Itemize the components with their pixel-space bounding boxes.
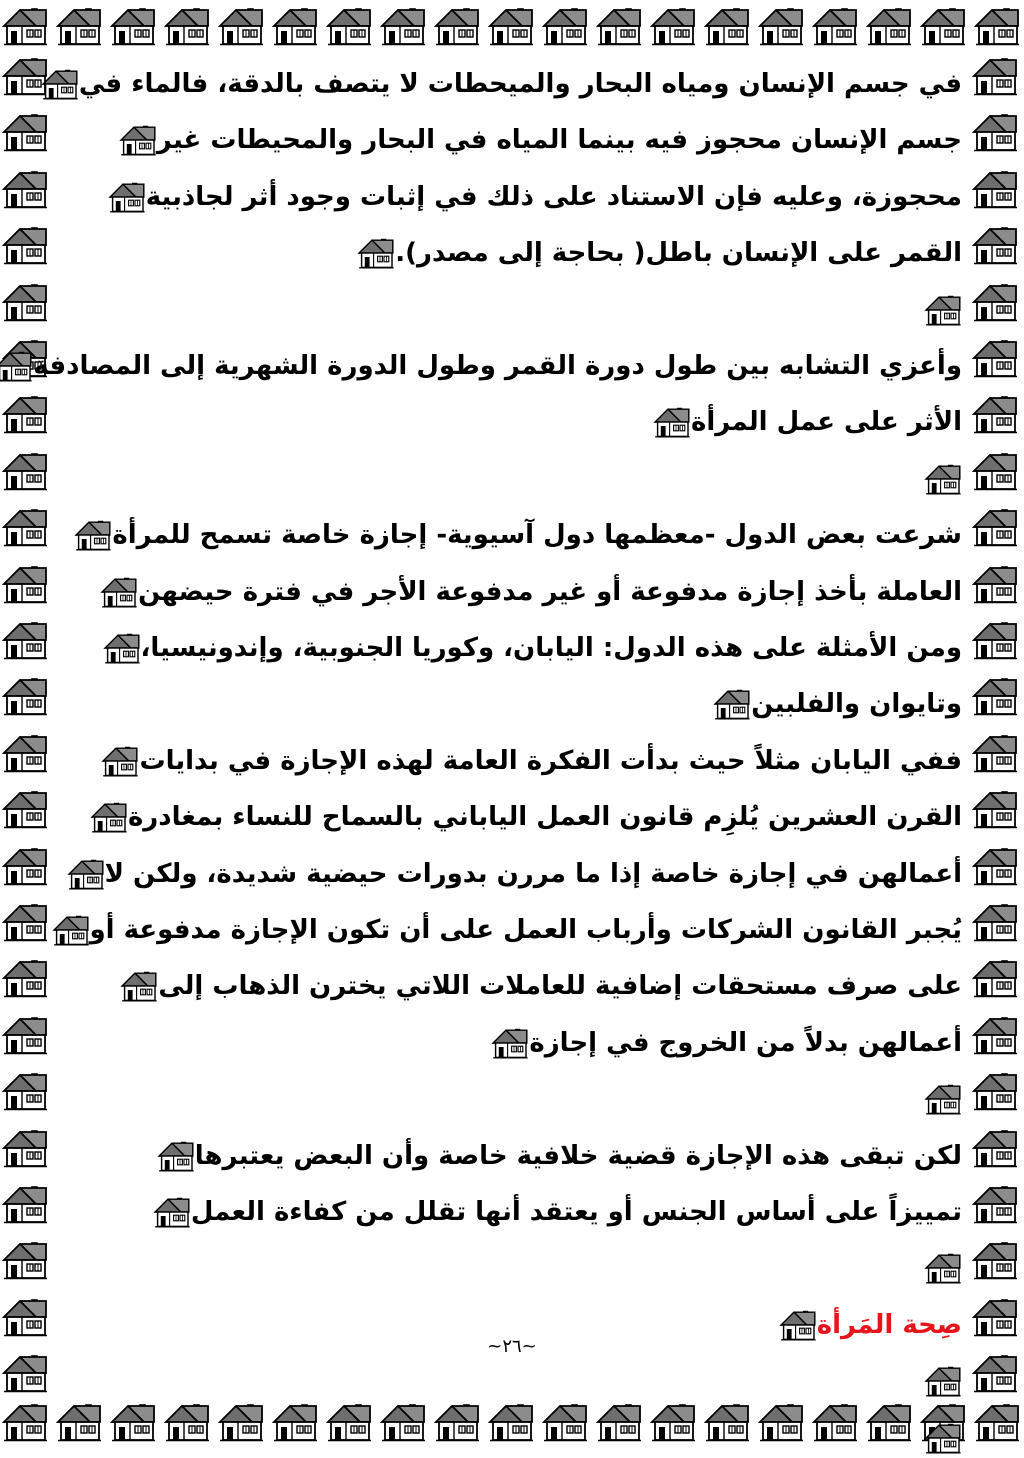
text-line: [485, 1023, 962, 1063]
text-line: [918, 1079, 962, 1119]
house-icon: [326, 1402, 372, 1442]
house-icon: [272, 1402, 318, 1442]
house-icon: [972, 1184, 1018, 1224]
house-icon: [972, 1128, 1018, 1168]
house-icon: [866, 1402, 912, 1442]
house-icon: [2, 169, 48, 209]
house-icon: [110, 6, 156, 46]
house-icon: [2, 902, 48, 942]
paragraph-text: ففي اليابان مثلاً حيث بدأت الفكرة العامة لهذه الإجازة في بدايات: [139, 746, 962, 776]
house-icon: [758, 1402, 804, 1442]
house-icon: [103, 632, 141, 664]
house-icon: [2, 507, 48, 547]
house-icon: [972, 1015, 1018, 1055]
house-icon: [491, 1027, 529, 1059]
house-icon: [164, 6, 210, 46]
house-icon: [272, 6, 318, 46]
house-icon: [704, 6, 750, 46]
house-icon: [2, 1128, 48, 1168]
house-icon: [972, 1071, 1018, 1111]
house-icon: [812, 6, 858, 46]
text-line: [707, 684, 962, 724]
house-icon: [2, 6, 48, 46]
house-icon: [56, 6, 102, 46]
house-icon: [380, 1402, 426, 1442]
house-icon: [758, 6, 804, 46]
house-icon: [380, 6, 426, 46]
house-icon: [120, 970, 158, 1002]
house-icon: [924, 1252, 962, 1284]
house-icon: [488, 1402, 534, 1442]
house-icon: [2, 1071, 48, 1111]
text-line: [95, 741, 962, 781]
paragraph-text: العاملة بأخذ إجازة مدفوعة أو غير مدفوعة الأجر في فترة حيضهن: [138, 577, 962, 607]
left-border: [2, 56, 52, 1396]
house-icon: [972, 846, 1018, 886]
paragraph-text: القمر على الإنسان باطل( بحاجة إلى مصدر).: [395, 238, 962, 268]
house-icon: [972, 564, 1018, 604]
house-icon: [972, 451, 1018, 491]
house-icon: [2, 1015, 48, 1055]
house-icon: [2, 1184, 48, 1224]
house-icon: [972, 169, 1018, 209]
house-icon: [2, 620, 48, 660]
house-icon: [108, 181, 146, 213]
page-number: ~٢٦~: [487, 1336, 537, 1357]
paragraph-text: أعمالهن في إجازة خاصة إذا ما مررن بدورات حيضية شديدة، ولكن لا: [104, 859, 962, 889]
house-icon: [972, 338, 1018, 378]
house-icon: [2, 564, 48, 604]
house-icon: [972, 789, 1018, 829]
text-line: [68, 515, 962, 555]
house-icon: [972, 1240, 1018, 1280]
house-icon: [357, 237, 395, 269]
house-icon: [713, 688, 751, 720]
house-icon: [779, 1309, 817, 1341]
text-line: [918, 459, 962, 499]
house-icon: [972, 1353, 1018, 1393]
house-icon: [52, 914, 90, 946]
text-line: [46, 910, 963, 950]
house-icon: [164, 1402, 210, 1442]
house-icon: [41, 68, 79, 100]
house-icon: [326, 6, 372, 46]
house-icon: [972, 676, 1018, 716]
paragraph-text: تمييزاً على أساس الجنس أو يعتقد أنها تقلل من كفاءة العمل: [190, 1197, 962, 1227]
house-icon: [488, 6, 534, 46]
text-line: [84, 797, 962, 837]
house-icon: [2, 958, 48, 998]
house-icon: [972, 902, 1018, 942]
house-icon: [100, 576, 138, 608]
house-icon: [67, 858, 105, 890]
text-line: [918, 1418, 962, 1458]
house-icon: [972, 620, 1018, 660]
house-icon: [924, 1422, 962, 1454]
house-icon: [920, 6, 966, 46]
text-line: [35, 64, 962, 104]
house-icon: [972, 225, 1018, 265]
house-icon: [218, 6, 264, 46]
house-icon: [924, 1365, 962, 1397]
house-icon: [218, 1402, 264, 1442]
text-line: [773, 1305, 962, 1345]
house-icon: [924, 1083, 962, 1115]
house-icon: [542, 1402, 588, 1442]
house-icon: [2, 846, 48, 886]
house-icon: [90, 801, 128, 833]
house-icon: [0, 350, 33, 382]
house-icon: [153, 1196, 191, 1228]
house-icon: [924, 463, 962, 495]
paragraph-text: وتايوان والفلبين: [751, 689, 962, 719]
house-icon: [2, 1402, 48, 1442]
house-icon: [704, 1402, 750, 1442]
house-icon: [2, 789, 48, 829]
house-icon: [972, 1297, 1018, 1337]
text-line: [0, 346, 962, 386]
house-icon: [157, 1140, 195, 1172]
house-icon: [2, 733, 48, 773]
text-line: [94, 572, 962, 612]
house-icon: [650, 1402, 696, 1442]
paragraph-text: على صرف مستحقات إضافية للعاملات اللاتي يخترن الذهاب إلى: [158, 971, 962, 1001]
bottom-border: [0, 1400, 1024, 1448]
paragraph-text: في جسم الإنسان ومياه البحار والميحطات لا يتصف بالدقة، فالماء في: [78, 69, 962, 99]
house-icon: [2, 394, 48, 434]
text-line: [113, 120, 962, 160]
paragraph-text: جسم الإنسان محجوز فيه بينما المياه في البحار والمحيطات غير: [156, 125, 962, 155]
house-icon: [972, 733, 1018, 773]
house-icon: [2, 112, 48, 152]
house-icon: [972, 507, 1018, 547]
text-line: [918, 1248, 962, 1288]
house-icon: [2, 282, 48, 322]
house-icon: [119, 124, 157, 156]
text-line: [647, 402, 962, 442]
house-icon: [972, 958, 1018, 998]
house-icon: [812, 1402, 858, 1442]
paragraph-text: القرن العشرين يُلزِم قانون العمل الياباني بالسماح للنساء بمغادرة: [127, 802, 962, 832]
text-line: [102, 177, 962, 217]
house-icon: [972, 112, 1018, 152]
house-icon: [866, 6, 912, 46]
house-icon: [972, 394, 1018, 434]
house-icon: [2, 225, 48, 265]
house-icon: [974, 1402, 1020, 1442]
house-icon: [596, 1402, 642, 1442]
paragraph-text: شرعت بعض الدول -معظمها دول آسيوية- إجازة خاصة تسمح للمرأة: [112, 520, 962, 550]
text-line: [97, 628, 963, 668]
house-icon: [2, 676, 48, 716]
house-icon: [434, 1402, 480, 1442]
house-icon: [974, 6, 1020, 46]
house-icon: [74, 519, 112, 551]
section-heading: صِحة المَرأة: [816, 1310, 962, 1340]
top-border: [0, 4, 1024, 52]
right-border: [972, 56, 1022, 1396]
house-icon: [56, 1402, 102, 1442]
house-icon: [542, 6, 588, 46]
text-line: [351, 233, 962, 273]
text-line: [151, 1136, 962, 1176]
text-line: [114, 966, 962, 1006]
house-icon: [972, 56, 1018, 96]
house-icon: [2, 1297, 48, 1337]
paragraph-text: وأعزي التشابه بين طول دورة القمر وطول الدورة الشهرية إلى المصادفة: [33, 351, 962, 381]
paragraph-text: محجوزة، وعليه فإن الاستناد على ذلك في إثبات وجود أثر لجاذبية: [145, 182, 962, 212]
house-icon: [101, 745, 139, 777]
house-icon: [972, 282, 1018, 322]
house-icon: [110, 1402, 156, 1442]
paragraph-text: أعمالهن بدلاً من الخروج في إجازة: [529, 1028, 962, 1058]
paragraph-text: يُجبر القانون الشركات وأرباب العمل على أن تكون الإجازة مدفوعة أو: [89, 915, 962, 945]
house-icon: [653, 406, 691, 438]
paragraph-text: لكن تبقى هذه الإجازة قضية خلافية خاصة وأن البعض يعتبرها: [194, 1141, 962, 1171]
document-body: [33, 64, 962, 1384]
house-icon: [596, 6, 642, 46]
paragraph-text: الأثر على عمل المرأة: [691, 407, 962, 437]
text-line: [147, 1192, 962, 1232]
house-icon: [2, 451, 48, 491]
text-line: [918, 290, 962, 330]
house-icon: [924, 294, 962, 326]
text-line: [918, 1361, 962, 1401]
house-icon: [2, 1353, 48, 1393]
house-icon: [434, 6, 480, 46]
paragraph-text: ومن الأمثلة على هذه الدول: اليابان، وكوريا الجنوبية، وإندونيسيا،: [140, 633, 962, 663]
house-icon: [650, 6, 696, 46]
house-icon: [2, 1240, 48, 1280]
text-line: [61, 854, 962, 894]
